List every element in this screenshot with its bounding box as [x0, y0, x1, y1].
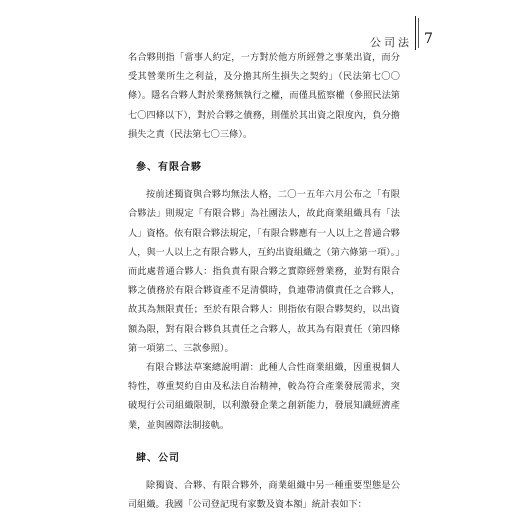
running-header-title: 公司法	[370, 36, 412, 49]
paragraph-draft-explanation: 有限合夥法草案總說明謂：此種人合性商業組織，因重視個人特性，尊重契約自由及私法自治精神，較為符合產業發展需求，突破現行公司組織限制，以利激發企業之創新能力，發展知識經濟產業，並與國際法制接軌。	[128, 362, 400, 431]
header-divider-line	[415, 16, 416, 50]
page-body	[128, 48, 400, 514]
header-divider-line-inner	[418, 18, 419, 48]
paragraph-company-intro: 除獨資、合夥、有限合夥外，商業組織中另一種重要型態是公司組織。我國「公司登記現有家數及資本額」統計表如下：	[128, 480, 400, 511]
section-heading-company: 肆、公司	[136, 452, 180, 464]
page-number: 7	[424, 31, 433, 47]
paragraph-limited-partnership-act: 按前述獨資與合夥均無法人格，二〇一五年六月公布之「有限合夥法」則規定「有限合夥」為社團法人，故此商業組織具有「法人」資格。依有限合夥法規定，「有限合夥應有一人以上之普通合夥人，與一人以上之有限合夥人，互約出資組織之（第六條第一項）。」而此處普通合夥人：指負責有限合夥之實際經營業務，並對有限合夥之債務於有限合夥資產不足清償時，負連帶清償責任之合夥人，故其為無限責任；至於有限合夥人：則指依有限合夥契約，以出資額為限，對有限合夥負其責任之合夥人，故其為有限責任（第四條第一項第二、三款參照）。	[128, 189, 400, 354]
section-heading-limited-partnership: 參、有限合夥	[136, 162, 202, 174]
paragraph-silent-partnership: 名合夥則指「當事人約定，一方對於他方所經營之事業出資，而分受其營業所生之利益，及分擔其所生損失之契約」（民法第七〇〇條）。隱名合夥人對於業務無執行之權，而僅具監察權（參照民法第七〇四條以下），對於合夥之債務，則僅於其出資之限度內，負分擔損失之責（民法第七〇三條）。	[128, 52, 400, 140]
